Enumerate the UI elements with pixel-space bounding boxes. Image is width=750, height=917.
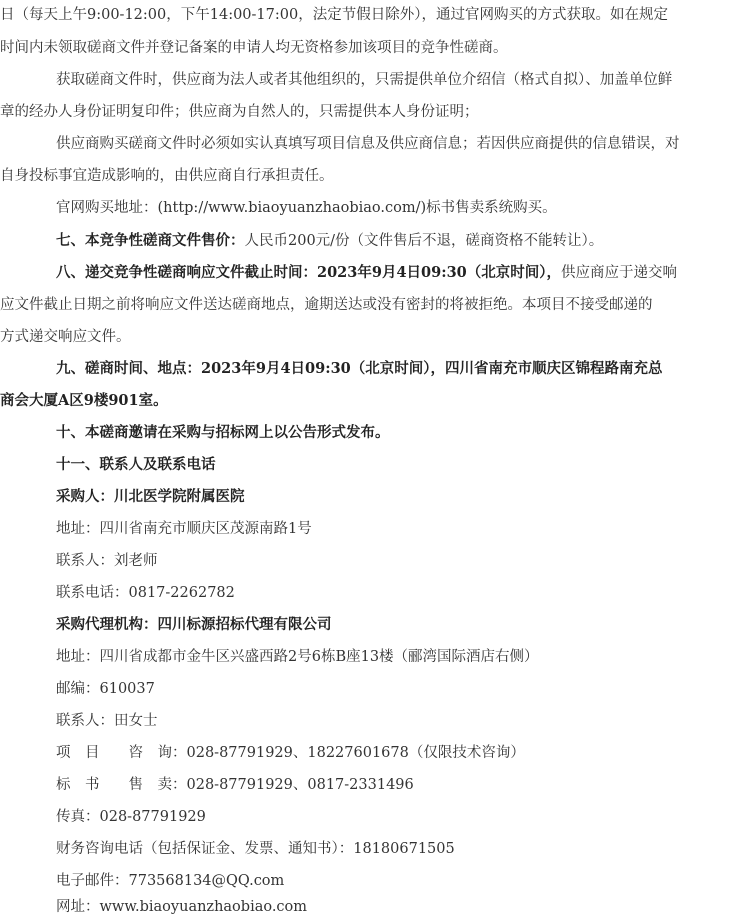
agency-heading: 采购代理机构：四川标源招标代理有限公司 (56, 616, 332, 633)
section-11-heading: 十一、联系人及联系电话 (56, 456, 216, 473)
buyer-address: 地址：四川省南充市顺庆区茂源南路1号 (56, 521, 312, 537)
section-9-line2: 商会大厦A区9楼901室。 (0, 392, 168, 409)
paragraph-info-line2: 自身投标事宜造成影响的，由供应商自行承担责任。 (0, 168, 334, 184)
paragraph-info-line1: 供应商购买磋商文件时必须如实认真填写项目信息及供应商信息；若因供应商提供的信息错误，对 (56, 136, 680, 152)
section-7-text: 人民币200元/份（文件售后不退，磋商资格不能转让）。 (244, 233, 604, 249)
section-9-line1: 九、磋商时间、地点：2023年9月4日09:30（北京时间），四川省南充市顺庆区锦程路南充总 (56, 360, 663, 377)
agency-finance-phone: 财务咨询电话（包括保证金、发票、通知书）：18180671505 (56, 841, 455, 857)
agency-contact: 联系人：田女士 (56, 713, 158, 729)
agency-website: 网址：www.biaoyuanzhaobiao.com (56, 899, 308, 915)
paragraph-time-line1: 日（每天上午9:00-12:00，下午14:00-17:00，法定节假日除外），通过官网购买的方式获取。如在规定 (0, 7, 668, 23)
buyer-phone: 联系电话：0817-2262782 (56, 585, 235, 601)
agency-project-consult: 项 目 咨 询：028-87791929、18227601678（仅限技术咨询） (56, 745, 525, 761)
agency-postcode: 邮编：610037 (56, 681, 155, 697)
section-8-line3: 方式递交响应文件。 (0, 329, 131, 345)
section-8-text: 供应商应于递交响 (561, 265, 677, 281)
paragraph-documents-line1: 获取磋商文件时，供应商为法人或者其他组织的，只需提供单位介绍信（格式自拟）、加盖单位鲜 (56, 72, 673, 88)
paragraph-time-line2: 时间内未领取磋商文件并登记备案的申请人均无资格参加该项目的竞争性磋商。 (0, 40, 508, 56)
agency-fax: 传真：028-87791929 (56, 809, 206, 825)
section-8-line2: 应文件截止日期之前将响应文件送达磋商地点，逾期送达或没有密封的将被拒绝。本项目不接受邮递的 (0, 297, 653, 313)
agency-bid-sale: 标 书 售 卖：028-87791929、0817-2331496 (56, 777, 414, 793)
section-7 (0, 231, 750, 251)
section-8-line1 (0, 263, 750, 283)
purchase-url-line: 官网购买地址：(http://www.biaoyuanzhaobiao.com/)标书售卖系统购买。 (56, 200, 557, 216)
section-8-heading: 八、递交竞争性磋商响应文件截止时间：2023年9月4日09:30（北京时间）， (56, 264, 561, 281)
agency-email: 电子邮件：773568134@QQ.com (56, 873, 285, 889)
paragraph-documents-line2: 章的经办人身份证明复印件；供应商为自然人的，只需提供本人身份证明； (0, 104, 479, 120)
buyer-heading: 采购人：川北医学院附属医院 (56, 488, 245, 505)
section-10: 十、本磋商邀请在采购与招标网上以公告形式发布。 (56, 424, 390, 441)
section-7-heading: 七、本竞争性磋商文件售价： (56, 232, 245, 249)
agency-address: 地址：四川省成都市金牛区兴盛西路2号6栋B座13楼（郦湾国际酒店右侧） (56, 649, 539, 665)
buyer-contact: 联系人：刘老师 (56, 553, 158, 569)
